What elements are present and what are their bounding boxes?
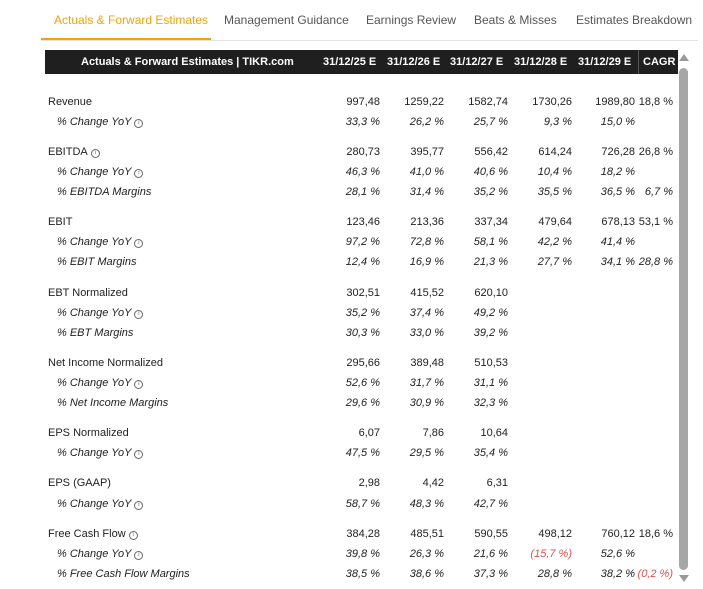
row-label-text: % Change YoY [57, 498, 132, 510]
metric-row [0, 354, 703, 374]
table-cell: 37,4 % [409, 307, 444, 319]
metric-subrow [0, 304, 703, 324]
metric-subrow [0, 495, 703, 515]
table-cell: 35,4 % [473, 447, 508, 459]
table-cell: 997,48 [346, 96, 380, 108]
metric-row [0, 93, 703, 113]
table-cell: 29,5 % [409, 447, 444, 459]
table-cell: 27,7 % [537, 256, 572, 268]
row-label-text: % Change YoY [57, 377, 132, 389]
table-cell: 384,28 [346, 528, 380, 540]
table-header [45, 50, 678, 74]
table-cell: 395,77 [410, 146, 444, 158]
table-cell: 479,64 [538, 216, 572, 228]
table-cell: 510,53 [474, 357, 508, 369]
table-cell: 760,12 [601, 528, 635, 540]
row-label-text: % Free Cash Flow Margins [57, 568, 190, 580]
row-label-text: % EBT Margins [57, 327, 134, 339]
table-cell: 31,4 % [409, 186, 444, 198]
table-cell: 41,4 % [600, 236, 635, 248]
row-label-text: % Change YoY [57, 548, 132, 560]
column-header-2028[interactable]: 31/12/28 E [514, 56, 568, 68]
column-header-2029[interactable]: 31/12/29 E [578, 56, 632, 68]
row-label-text: % EBITDA Margins [57, 186, 152, 198]
row-label-text: EPS (GAAP) [48, 477, 111, 489]
table-cell: (15,7 %) [530, 548, 572, 560]
metric-row [0, 284, 703, 304]
column-header-2026[interactable]: 31/12/26 E [387, 56, 441, 68]
table-cell: 31,7 % [409, 377, 444, 389]
row-label-text: Net Income Normalized [48, 357, 163, 369]
metric-subrow [0, 374, 703, 394]
row-label-text: Revenue [48, 96, 93, 108]
row-label [48, 216, 72, 228]
info-icon[interactable]: i [129, 531, 138, 540]
table-cell: 337,34 [474, 216, 508, 228]
row-label-text: % Change YoY [57, 307, 132, 319]
table-cell: 389,48 [410, 357, 444, 369]
column-header-cagr[interactable]: CAGR [643, 56, 676, 68]
tab-management-guidance[interactable]: Management Guidance [224, 13, 349, 27]
table-cell: 47,5 % [345, 447, 380, 459]
table-cell: 26,8 % [638, 146, 673, 158]
metric-subrow [0, 183, 703, 203]
table-cell: 295,66 [346, 357, 380, 369]
table-cell: 58,7 % [345, 498, 380, 510]
table-cell: 485,51 [410, 528, 444, 540]
table-cell: 26,3 % [409, 548, 444, 560]
info-icon[interactable]: i [134, 310, 143, 319]
row-label-text: % Net Income Margins [57, 397, 169, 409]
info-icon[interactable]: i [134, 119, 143, 128]
table-cell: (0,2 %) [637, 568, 673, 580]
table-cell: 32,3 % [473, 397, 508, 409]
tab-beats-misses[interactable]: Beats & Misses [474, 13, 557, 27]
row-label-text: % Change YoY [57, 166, 132, 178]
metric-subrow [0, 233, 703, 253]
column-separator [638, 50, 639, 74]
row-label [57, 548, 143, 560]
scroll-up-arrow-icon[interactable] [679, 54, 689, 61]
table-cell: 620,10 [474, 287, 508, 299]
table-cell: 1582,74 [468, 96, 508, 108]
table-cell: 28,8 % [537, 568, 572, 580]
table-cell: 16,9 % [409, 256, 444, 268]
table-cell: 53,1 % [638, 216, 673, 228]
row-label [48, 357, 163, 369]
table-cell: 30,3 % [345, 327, 380, 339]
row-label-text: % Change YoY [57, 447, 132, 459]
info-icon[interactable]: i [134, 239, 143, 248]
row-label [48, 477, 111, 489]
table-cell: 39,2 % [473, 327, 508, 339]
table-cell: 1989,80 [595, 96, 635, 108]
vertical-scrollbar[interactable] [679, 54, 689, 582]
row-label [57, 166, 143, 178]
row-label [57, 116, 143, 128]
table-cell: 123,46 [346, 216, 380, 228]
table-cell: 52,6 % [600, 548, 635, 560]
table-cell: 35,2 % [473, 186, 508, 198]
row-label [57, 256, 136, 268]
table-cell: 31,1 % [473, 377, 508, 389]
tab-estimates-breakdown[interactable]: Estimates Breakdown [576, 13, 693, 27]
info-icon[interactable]: i [134, 169, 143, 178]
table-cell: 280,73 [346, 146, 380, 158]
table-cell: 6,31 [486, 477, 508, 489]
row-label-text: EBIT [48, 216, 73, 228]
info-icon[interactable]: i [134, 380, 143, 389]
row-label [57, 377, 143, 389]
table-cell: 72,8 % [409, 236, 444, 248]
table-cell: 33,3 % [345, 116, 380, 128]
row-label-text: EBITDA [48, 146, 88, 158]
row-label-text: % Change YoY [57, 116, 132, 128]
table-cell: 498,12 [538, 528, 572, 540]
row-label [48, 427, 129, 439]
table-cell: 38,6 % [409, 568, 444, 580]
table-cell: 6,7 % [644, 186, 673, 198]
table-cell: 42,7 % [473, 498, 508, 510]
row-label-text: % Change YoY [57, 236, 132, 248]
row-label [57, 568, 190, 580]
metric-subrow [0, 565, 703, 585]
table-cell: 38,5 % [345, 568, 380, 580]
table-cell: 52,6 % [345, 377, 380, 389]
metric-subrow [0, 324, 703, 344]
row-label-text: Free Cash Flow [48, 528, 126, 540]
tab-earnings-review[interactable]: Earnings Review [366, 13, 457, 27]
table-cell: 21,6 % [473, 548, 508, 560]
column-header-2027[interactable]: 31/12/27 E [450, 56, 504, 68]
table-cell: 41,0 % [409, 166, 444, 178]
row-label [57, 498, 143, 510]
table-cell: 29,6 % [345, 397, 380, 409]
metric-row [0, 213, 703, 233]
metric-subrow [0, 545, 703, 565]
row-label [57, 327, 133, 339]
table-cell: 1259,22 [404, 96, 444, 108]
row-label [57, 447, 143, 459]
table-cell: 28,1 % [345, 186, 380, 198]
table-cell: 33,0 % [409, 327, 444, 339]
table-cell: 2,98 [358, 477, 380, 489]
table-cell: 614,24 [538, 146, 572, 158]
table-cell: 18,8 % [638, 96, 673, 108]
table-cell: 26,2 % [409, 116, 444, 128]
table-cell: 726,28 [601, 146, 635, 158]
table-cell: 97,2 % [345, 236, 380, 248]
info-icon[interactable]: i [91, 149, 100, 158]
tab-bar [0, 0, 703, 40]
table-title: Actuals & Forward Estimates | TIKR.com [81, 56, 294, 68]
table-cell: 15,0 % [600, 116, 635, 128]
row-label [57, 236, 143, 248]
metric-subrow [0, 163, 703, 183]
table-cell: 6,07 [358, 427, 380, 439]
metric-subrow [0, 444, 703, 464]
info-icon[interactable]: i [134, 450, 143, 459]
table-cell: 10,4 % [537, 166, 572, 178]
scrollbar-thumb[interactable] [679, 68, 688, 570]
metric-row [0, 474, 703, 494]
table-cell: 213,36 [410, 216, 444, 228]
metric-row [0, 143, 703, 163]
table-cell: 10,64 [480, 427, 508, 439]
table-cell: 21,3 % [473, 256, 508, 268]
table-cell: 302,51 [346, 287, 380, 299]
table-cell: 36,5 % [600, 186, 635, 198]
metric-subrow [0, 394, 703, 414]
table-cell: 28,8 % [638, 256, 673, 268]
row-label [48, 287, 128, 299]
table-cell: 35,2 % [345, 307, 380, 319]
metric-subrow [0, 253, 703, 273]
row-label [48, 146, 100, 158]
info-icon[interactable]: i [134, 501, 143, 510]
table-cell: 590,55 [474, 528, 508, 540]
table-cell: 4,42 [422, 477, 444, 489]
table-cell: 58,1 % [473, 236, 508, 248]
table-cell: 415,52 [410, 287, 444, 299]
table-cell: 48,3 % [409, 498, 444, 510]
row-label-text: EPS Normalized [48, 427, 129, 439]
row-label-text: % EBIT Margins [57, 256, 137, 268]
table-cell: 35,5 % [537, 186, 572, 198]
info-icon[interactable]: i [134, 551, 143, 560]
table-cell: 46,3 % [345, 166, 380, 178]
table-cell: 40,6 % [473, 166, 508, 178]
table-cell: 25,7 % [473, 116, 508, 128]
column-header-2025[interactable]: 31/12/25 E [323, 56, 377, 68]
metric-subrow [0, 113, 703, 133]
table-cell: 38,2 % [600, 568, 635, 580]
row-label [57, 186, 151, 198]
row-label [57, 307, 143, 319]
table-cell: 39,8 % [345, 548, 380, 560]
table-cell: 1730,26 [532, 96, 572, 108]
row-label [57, 397, 168, 409]
table-cell: 9,3 % [543, 116, 572, 128]
table-cell: 18,6 % [638, 528, 673, 540]
table-cell: 7,86 [422, 427, 444, 439]
table-cell: 30,9 % [409, 397, 444, 409]
table-cell: 49,2 % [473, 307, 508, 319]
row-label [48, 96, 92, 108]
scroll-down-arrow-icon[interactable] [679, 575, 689, 582]
tab-actuals-forward-estimates[interactable]: Actuals & Forward Estimates [54, 13, 209, 27]
tab-divider [41, 40, 698, 41]
row-label-text: EBT Normalized [48, 287, 128, 299]
table-cell: 12,4 % [345, 256, 380, 268]
metric-row [0, 525, 703, 545]
row-label [48, 528, 138, 540]
table-cell: 34,1 % [600, 256, 635, 268]
metric-row [0, 424, 703, 444]
table-cell: 42,2 % [537, 236, 572, 248]
table-cell: 678,13 [601, 216, 635, 228]
table-cell: 18,2 % [600, 166, 635, 178]
table-cell: 37,3 % [473, 568, 508, 580]
table-cell: 556,42 [474, 146, 508, 158]
